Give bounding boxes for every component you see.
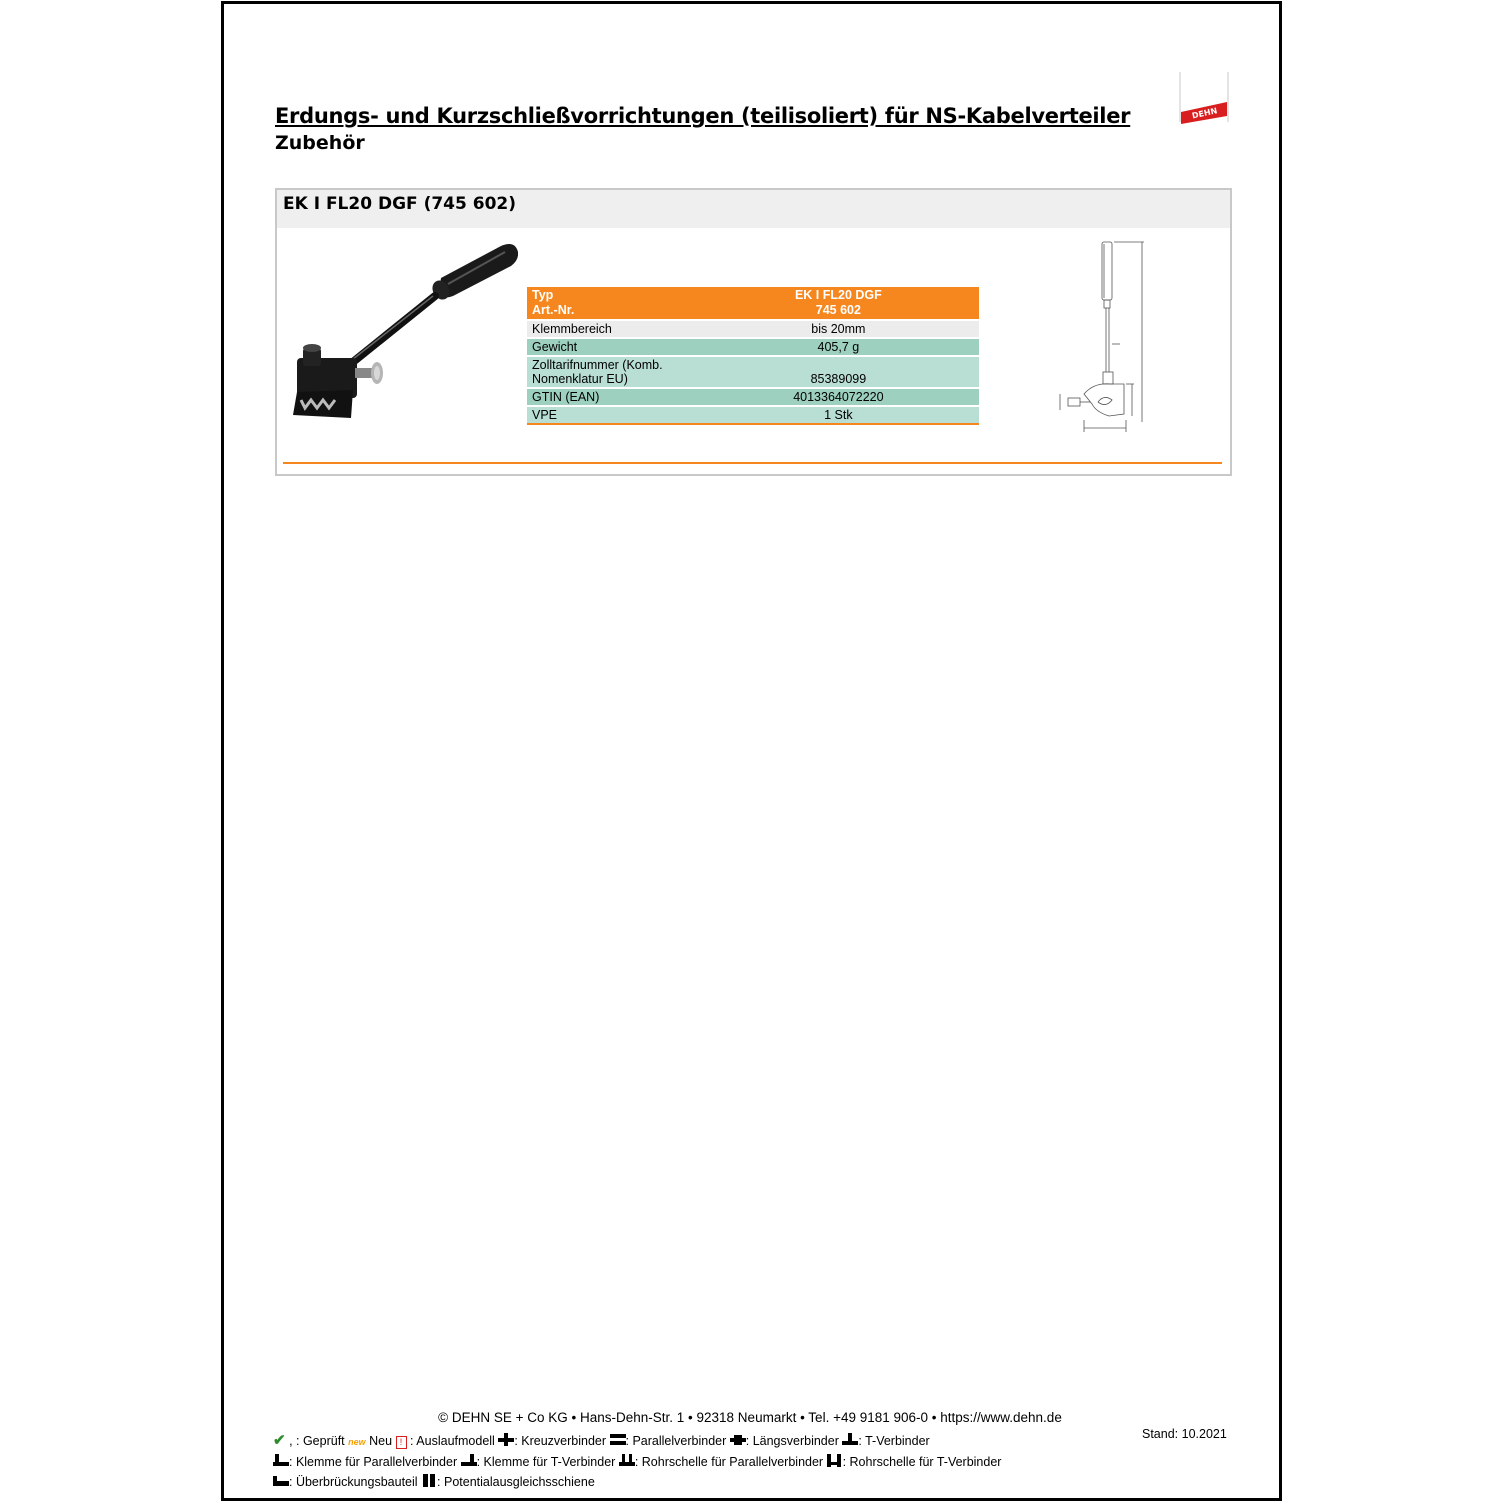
divider	[283, 462, 1222, 464]
legend-kreuz: : Kreuzverbinder	[514, 1434, 607, 1448]
header-label-artnr: Art.-Nr.	[532, 303, 575, 317]
row-value: 1 Stk	[698, 406, 979, 424]
footer-copyright: © DEHN SE + Co KG • Hans-Dehn-Str. 1 • 92318 Neumarkt • Tel. +49 9181 906-0 • https://www.dehn.de	[438, 1410, 1062, 1425]
header-label-type: Typ	[532, 288, 554, 302]
footer-legend	[273, 1431, 1033, 1492]
parallelverbinder-icon	[610, 1433, 626, 1446]
table-row	[527, 338, 979, 356]
ueberbrueckung-icon	[273, 1474, 289, 1487]
legend-checked: , : Geprüft	[289, 1434, 345, 1448]
spec-table	[527, 287, 979, 425]
row-label: VPE	[527, 406, 698, 424]
page-subtitle: Zubehör	[275, 132, 365, 154]
legend-line-3	[273, 1472, 1033, 1492]
datasheet-page	[221, 1, 1282, 1501]
table-row	[527, 356, 979, 388]
dimension-drawing	[1054, 234, 1154, 434]
legend-t: : T-Verbinder	[858, 1434, 930, 1448]
row-label: Gewicht	[527, 338, 698, 356]
klemme-parallel-icon	[273, 1454, 289, 1467]
legend-laengs: : Längsverbinder	[745, 1434, 839, 1448]
footer-stand: Stand: 10.2021	[1142, 1427, 1227, 1441]
dehn-logo	[1179, 72, 1229, 124]
spec-table-header	[527, 287, 979, 320]
row-label: Zolltarifnummer (Komb. Nomenklatur EU)	[527, 356, 698, 388]
header-value-type: EK I FL20 DGF	[794, 288, 882, 302]
legend-parallel: : Parallelverbinder	[625, 1434, 727, 1448]
row-value: 4013364072220	[698, 388, 979, 406]
legend-line-2	[273, 1452, 1033, 1472]
rohrschelle-parallel-icon	[619, 1454, 635, 1467]
header-value-artnr: 745 602	[815, 303, 861, 317]
row-value: bis 20mm	[698, 320, 979, 338]
row-value: 85389099	[698, 356, 979, 388]
legend-potential: : Potentialausgleichsschiene	[437, 1475, 595, 1489]
legend-line-1	[273, 1431, 1033, 1452]
product-photo	[283, 240, 518, 430]
table-row	[527, 406, 979, 424]
legend-ueberbrueckung: : Überbrückungsbauteil	[289, 1475, 418, 1489]
table-row	[527, 388, 979, 406]
discontinued-icon: !	[396, 1436, 407, 1449]
legend-neu: Neu	[369, 1434, 393, 1448]
title-block	[275, 104, 1230, 154]
table-row	[527, 320, 979, 338]
checkmark-icon: ✔	[273, 1432, 286, 1449]
klemme-t-icon	[461, 1454, 477, 1467]
potentialausgleich-icon	[421, 1474, 437, 1487]
svg-text:DEHN: DEHN	[1191, 106, 1219, 121]
row-label: Klemmbereich	[527, 320, 698, 338]
row-label: GTIN (EAN)	[527, 388, 698, 406]
legend-auslauf: : Auslaufmodell	[410, 1434, 495, 1448]
laengsverbinder-icon	[730, 1433, 746, 1446]
legend-klemme-parallel: : Klemme für Parallelverbinder	[289, 1455, 458, 1469]
product-heading: EK I FL20 DGF (745 602)	[277, 190, 1230, 228]
legend-klemme-t: : Klemme für T-Verbinder	[476, 1455, 616, 1469]
legend-rohr-t: : Rohrschelle für T-Verbinder	[842, 1455, 1002, 1469]
rohrschelle-t-icon	[827, 1454, 843, 1467]
legend-rohr-parallel: : Rohrschelle für Parallelverbinder	[634, 1455, 824, 1469]
page-title: Erdungs- und Kurzschließvorrichtungen (teilisoliert) für NS-Kabelverteiler	[275, 104, 1131, 128]
product-card	[275, 188, 1232, 476]
kreuzverbinder-icon	[498, 1433, 514, 1446]
new-badge-icon: new	[348, 1437, 366, 1447]
row-value: 405,7 g	[698, 338, 979, 356]
t-verbinder-icon	[842, 1433, 858, 1446]
